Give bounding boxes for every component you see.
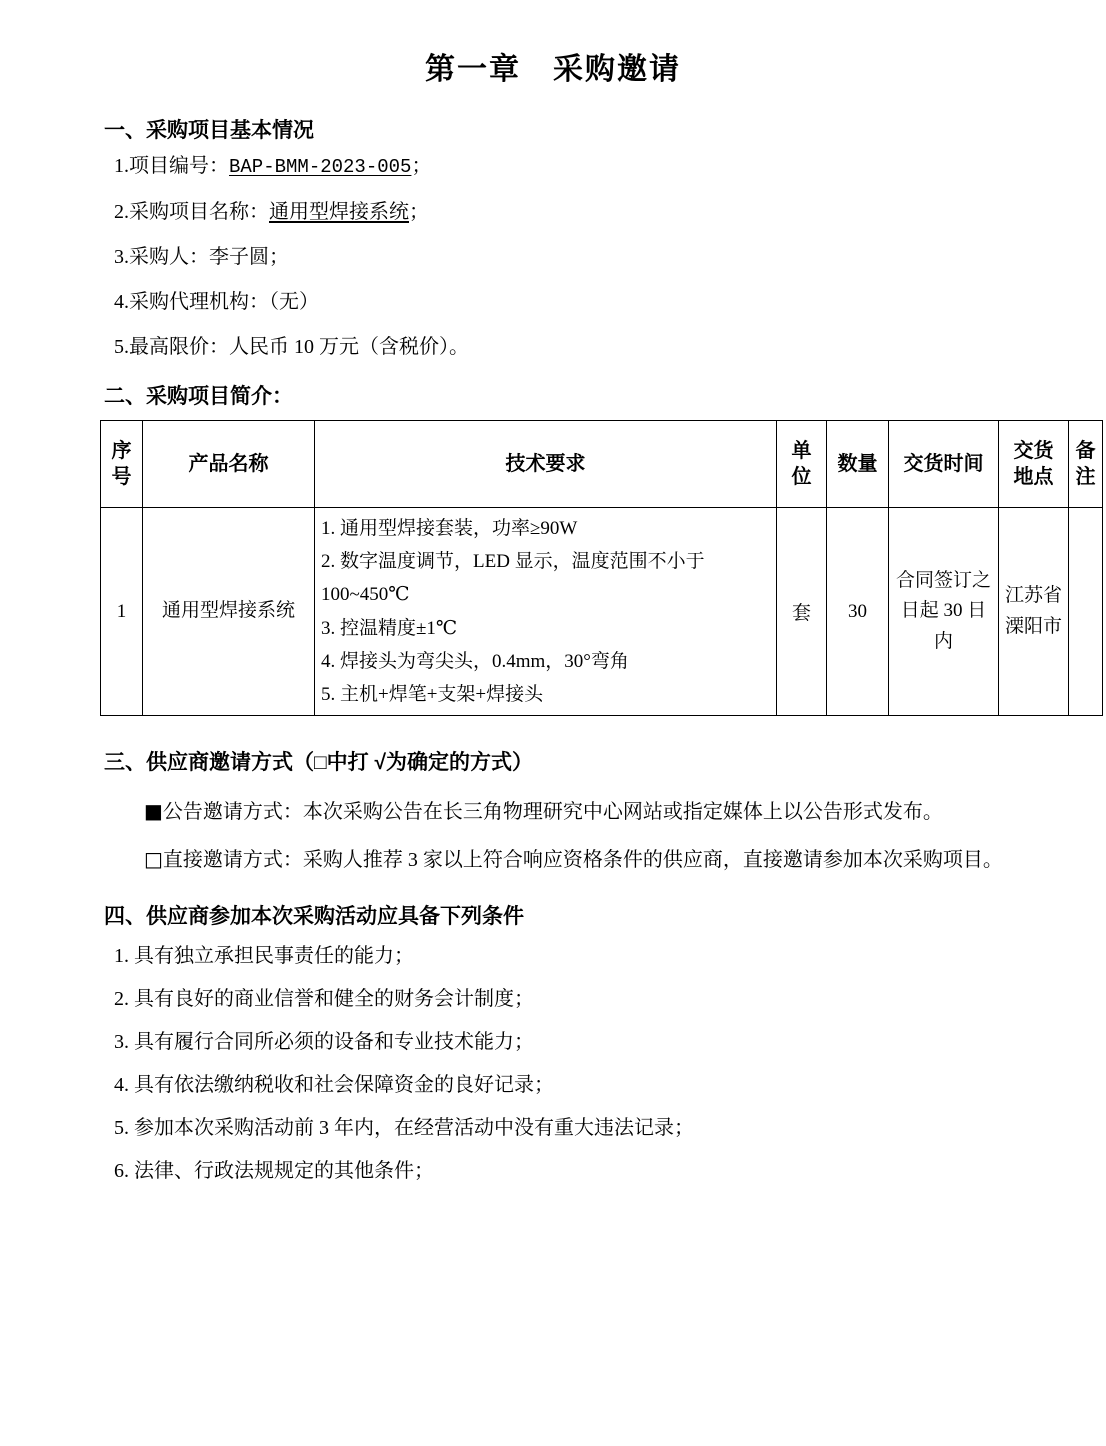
item-label: 项目编号：	[129, 155, 229, 177]
item-suffix: ；	[269, 245, 289, 268]
cell-requirements	[315, 507, 777, 716]
supplier-conditions-list	[52, 944, 1054, 1184]
item-suffix: ；	[411, 155, 432, 177]
list-item: 5. 参加本次采购活动前 3 年内，在经营活动中没有重大违法记录；	[114, 1117, 694, 1140]
item-suffix: ；	[409, 200, 429, 223]
item-value: BAP-BMM-2023-005	[229, 156, 412, 178]
section-heading-basic-info: 一、采购项目基本情况	[104, 119, 314, 142]
column-header-quantity: 数量	[827, 420, 889, 507]
item-label: 采购项目名称：	[129, 200, 269, 223]
list-item-max-price	[114, 335, 1054, 360]
cell-remark	[1069, 507, 1103, 716]
item-prefix: 3.	[114, 245, 129, 268]
section-heading-project-summary: 二、采购项目简介：	[104, 384, 293, 408]
column-header-remark: 备注	[1069, 420, 1103, 507]
column-header-product: 产品名称	[143, 420, 315, 507]
requirement-line: 2. 数字温度调节，LED 显示，温度范围不小于 100~450℃	[321, 551, 705, 606]
list-item-project-number	[114, 154, 1054, 180]
cell-product-name: 通用型焊接系统	[143, 507, 315, 716]
table-header-row	[101, 420, 1103, 507]
item-prefix: 5.	[114, 335, 129, 358]
heading-main-text: 三、供应商邀请方式	[104, 751, 293, 775]
column-header-index: 序号	[101, 420, 143, 507]
list-item-agency	[114, 290, 1054, 315]
list-item: 4. 具有依法缴纳税收和社会保障资金的良好记录；	[114, 1074, 554, 1097]
item-value: 通用型焊接系统	[269, 200, 409, 223]
list-item: 1. 具有独立承担民事责任的能力；	[114, 945, 414, 968]
item-label: 采购人：	[129, 245, 209, 268]
page-title: 第一章 采购邀请	[425, 53, 681, 86]
project-summary-table	[100, 420, 1103, 717]
column-header-unit: 单位	[777, 420, 827, 507]
list-item: 3. 具有履行合同所必须的设备和专业技术能力；	[114, 1031, 534, 1054]
item-prefix: 1.	[114, 155, 129, 177]
item-prefix: 4.	[114, 290, 129, 313]
list-item-purchaser	[114, 245, 1054, 270]
cell-quantity: 30	[827, 507, 889, 716]
empty-checkbox-icon[interactable]: □	[144, 847, 163, 872]
item-label: 采购代理机构：	[129, 290, 269, 313]
cell-unit: 套	[777, 507, 827, 716]
heading-note-text: （□中打 √为确定的方式）	[293, 751, 534, 775]
cell-delivery-time: 合同签订之日起 30 日内	[889, 507, 999, 716]
table-row	[101, 507, 1103, 716]
cell-delivery-place: 江苏省溧阳市	[999, 507, 1069, 716]
invitation-option-public	[52, 794, 1054, 830]
list-item-project-name	[114, 200, 1054, 225]
item-label: 最高限价：	[129, 335, 229, 358]
item-value: 李子圆	[209, 245, 269, 268]
column-header-requirements: 技术要求	[315, 420, 777, 507]
requirement-line: 5. 主机+焊笔+支架+焊接头	[321, 684, 544, 705]
invitation-option-direct	[52, 842, 1054, 878]
option-text: 直接邀请方式：采购人推荐 3 家以上符合响应资格条件的供应商，直接邀请参加本次采购项目。	[162, 849, 1003, 872]
item-value: （无）	[269, 290, 319, 313]
list-item: 2. 具有良好的商业信誉和健全的财务会计制度；	[114, 988, 534, 1011]
section-heading-invitation-method	[104, 746, 1054, 776]
option-text: 公告邀请方式：本次采购公告在长三角物理研究中心网站或指定媒体上以公告形式发布。	[162, 801, 943, 824]
item-value: 人民币 10 万元（含税价）。	[229, 335, 469, 358]
filled-checkbox-icon[interactable]: ■	[144, 799, 163, 824]
requirement-line: 3. 控温精度±1℃	[321, 617, 458, 639]
cell-index: 1	[101, 507, 143, 716]
column-header-delivery-time: 交货时间	[889, 420, 999, 507]
item-prefix: 2.	[114, 200, 129, 223]
list-item: 6. 法律、行政法规规定的其他条件；	[114, 1160, 434, 1183]
requirement-line: 1. 通用型焊接套装，功率≥90W	[321, 517, 578, 539]
column-header-delivery-place: 交货地点	[999, 420, 1069, 507]
requirement-line: 4. 焊接头为弯尖头，0.4mm，30°弯角	[321, 650, 629, 672]
section-heading-supplier-conditions: 四、供应商参加本次采购活动应具备下列条件	[104, 905, 524, 929]
